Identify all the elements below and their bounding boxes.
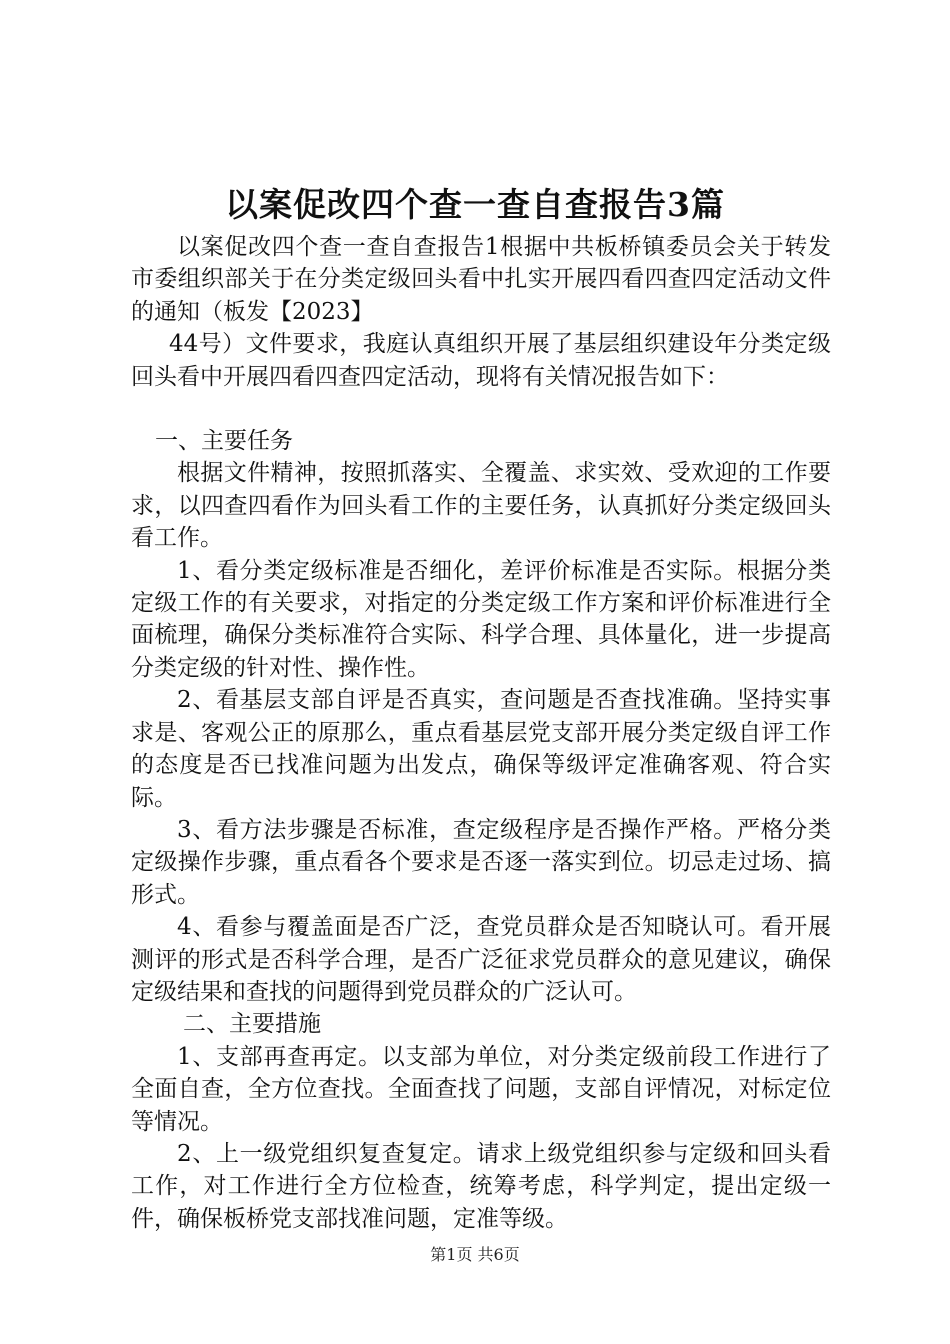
paragraph-item-2: 2、看基层支部自评是否真实，查问题是否查找准确。坚持实事求是、客观公正的原那么，重点看基层党支部开展分类定级自评工作的态度是否已找准问题为出发点，确保等级评定准确客观、符合实际。 bbox=[131, 687, 831, 811]
page-footer: 第1页 共6页 bbox=[430, 1245, 520, 1264]
section-heading-main-tasks: 一、主要任务 bbox=[155, 428, 293, 455]
document-title: 以案促改四个查一查自查报告3篇 bbox=[225, 185, 725, 224]
paragraph-measure-1: 1、支部再查再定。以支部为单位，对分类定级前段工作进行了全面自查，全方位查找。全面查找了问题，支部自评情况，对标定位等情况。 bbox=[131, 1043, 831, 1135]
paragraph-item-4: 4、看参与覆盖面是否广泛，查党员群众是否知晓认可。看开展测评的形式是否科学合理，是否广泛征求党员群众的意见建议，确保定级结果和查找的问题得到党员群众的广泛认可。 bbox=[131, 914, 831, 1005]
paragraph-item-1: 1、看分类定级标准是否细化，差评价标准是否实际。根据分类定级工作的有关要求，对指定的分类定级工作方案和评价标准进行全面梳理，确保分类标准符合实际、科学合理、具体量化，进一步提高分类定级的针对性、操作性。 bbox=[131, 557, 831, 681]
paragraph-intro: 以案促改四个查一查自查报告1根据中共板桥镇委员会关于转发市委组织部关于在分类定级回头看中扎实开展四看四查四定活动文件的通知（板发【2023】 bbox=[131, 234, 831, 325]
paragraph-item-3: 3、看方法步骤是否标准，查定级程序是否操作严格。严格分类定级操作步骤，重点看各个要求是否逐一落实到位。切忌走过场、搞形式。 bbox=[131, 816, 831, 908]
section-heading-main-measures: 二、主要措施 bbox=[183, 1011, 321, 1038]
document-body bbox=[131, 231, 831, 1235]
paragraph-measure-2: 2、上一级党组织复查复定。请求上级党组织参与定级和回头看工作，对工作进行全方位检查，统筹考虑，科学判定，提出定级一件，确保板桥党支部找准问题，定准等级。 bbox=[131, 1140, 831, 1232]
paragraph-main-tasks: 根据文件精神，按照抓落实、全覆盖、求实效、受欢迎的工作要求，以四查四看作为回头看工作的主要任务，认真抓好分类定级回头看工作。 bbox=[131, 460, 831, 552]
paragraph-intro-continued: 44号）文件要求，我庭认真组织开展了基层组织建设年分类定级回头看中开展四看四查四定活动，现将有关情况报告如下： bbox=[131, 331, 831, 390]
blank-line bbox=[131, 393, 831, 425]
